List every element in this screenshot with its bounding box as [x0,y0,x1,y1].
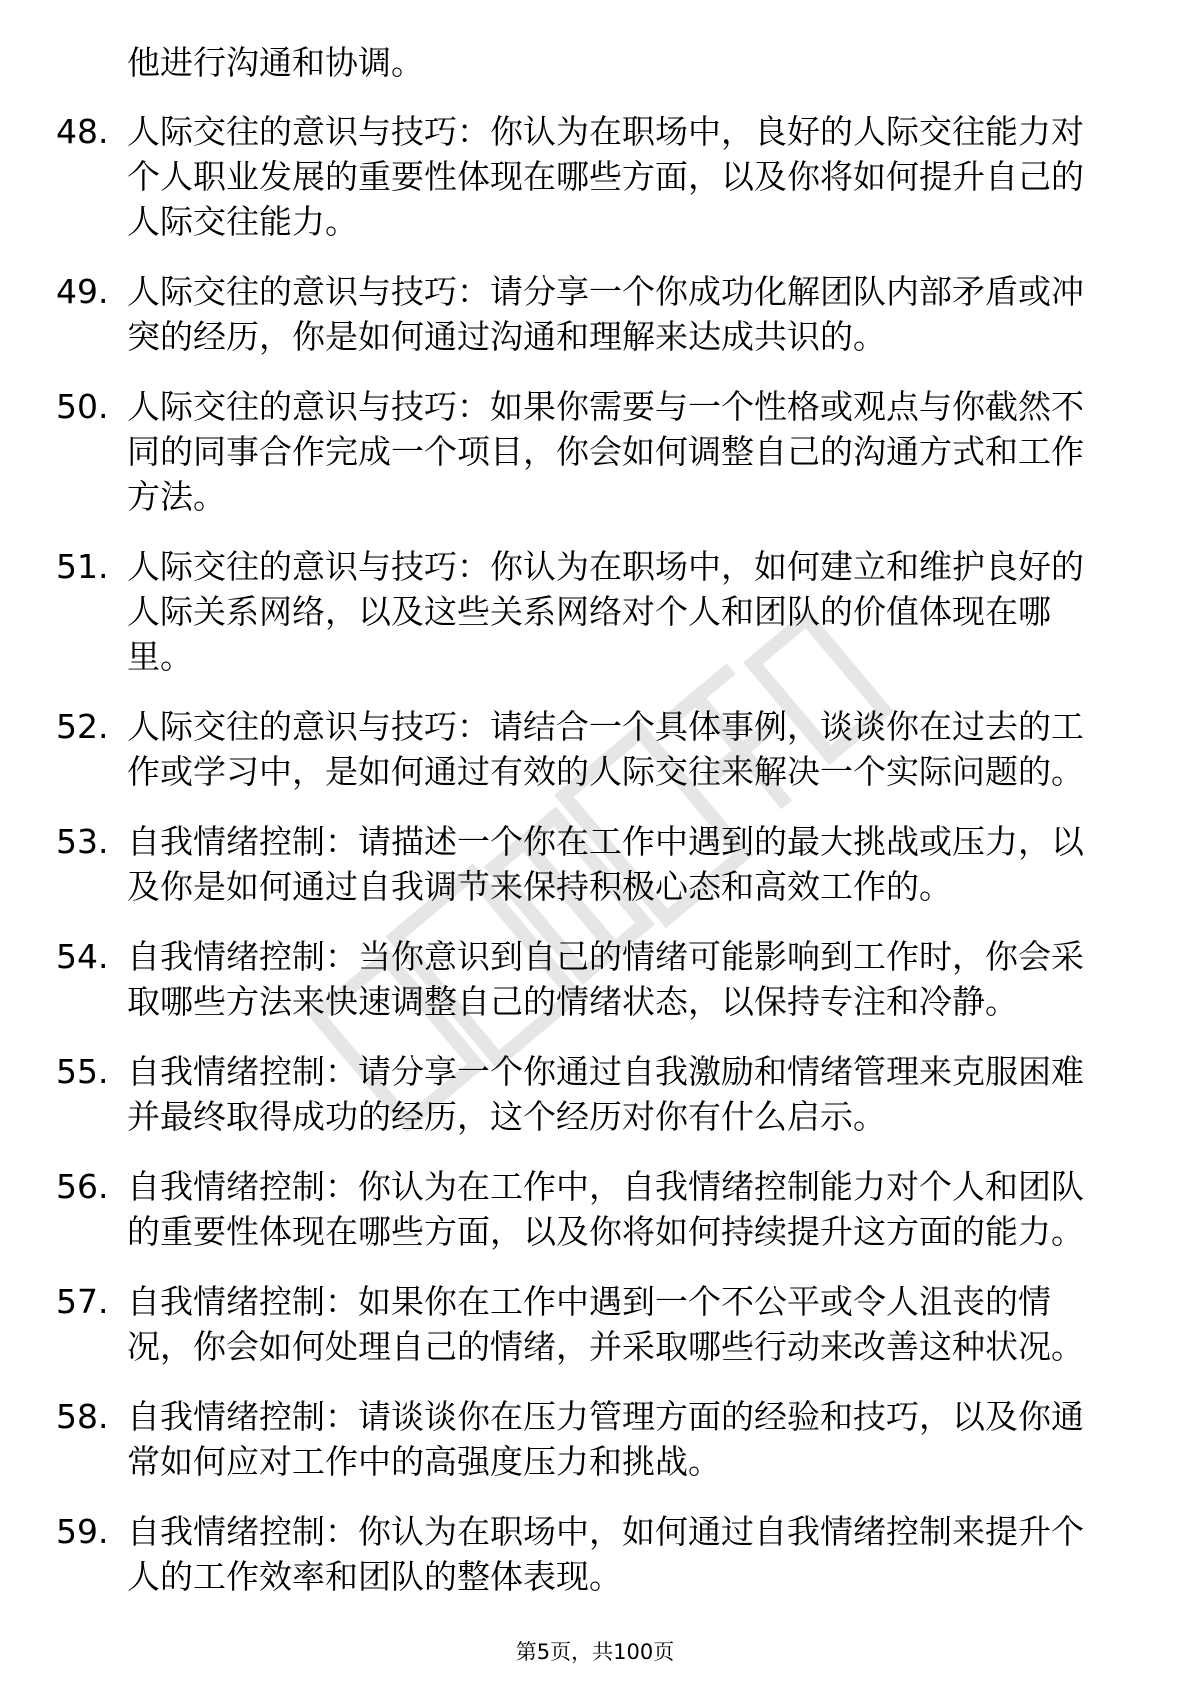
item-text: 人际交往的意识与技巧：如果你需要与一个性格或观点与你截然不同的同事合作完成一个项目，你会如何调整自己的沟通方式和工作方法。 [127,387,1084,516]
list-item [56,544,1116,679]
item-number: 58. [56,1397,109,1436]
item-number: 57. [56,1282,109,1321]
list-item [56,1509,1116,1599]
list-item [56,109,1116,244]
item-text: 自我情绪控制：当你意识到自己的情绪可能影响到工作时，你会采取哪些方法来快速调整自己的情绪状态，以保持专注和冷静。 [127,937,1084,1021]
item-text: 人际交往的意识与技巧：你认为在职场中，如何建立和维护良好的人际关系网络，以及这些关系网络对个人和团队的价值体现在哪里。 [127,547,1084,676]
item-number: 53. [56,822,109,861]
list-item [56,819,1116,909]
item-number: 59. [56,1512,109,1551]
item-text: 人际交往的意识与技巧：你认为在职场中，良好的人际交往能力对个人职业发展的重要性体现在哪些方面，以及你将如何提升自己的人际交往能力。 [127,112,1084,241]
item-text: 自我情绪控制：你认为在工作中，自我情绪控制能力对个人和团队的重要性体现在哪些方面，以及你将如何持续提升这方面的能力。 [127,1167,1084,1251]
item-text: 人际交往的意识与技巧：请结合一个具体事例，谈谈你在过去的工作或学习中，是如何通过有效的人际交往来解决一个实际问题的。 [127,707,1084,791]
item-number: 55. [56,1052,109,1091]
page-number-footer: 第5页，共100页 [515,1640,675,1664]
list-item [56,934,1116,1024]
list-item [56,1049,1116,1139]
item-number: 52. [56,707,109,746]
list-item [56,1394,1116,1484]
list-item [56,1164,1116,1254]
item-number: 56. [56,1167,109,1206]
item-number: 50. [56,387,109,426]
item-text: 人际交往的意识与技巧：请分享一个你成功化解团队内部矛盾或冲突的经历，你是如何通过沟通和理解来达成共识的。 [127,272,1084,356]
item-text: 自我情绪控制：请谈谈你在压力管理方面的经验和技巧，以及你通常如何应对工作中的高强度压力和挑战。 [127,1397,1084,1481]
item-number: 49. [56,272,109,311]
list-item [56,704,1116,794]
item-number: 48. [56,112,109,151]
list-item [56,384,1116,519]
item-text: 自我情绪控制：请分享一个你通过自我激励和情绪管理来克服困难并最终取得成功的经历，这个经历对你有什么启示。 [127,1052,1084,1136]
item-text: 自我情绪控制：请描述一个你在工作中遇到的最大挑战或压力，以及你是如何通过自我调节来保持积极心态和高效工作的。 [127,822,1084,906]
item-text: 自我情绪控制：如果你在工作中遇到一个不公平或令人沮丧的情况，你会如何处理自己的情绪，并采取哪些行动来改善这种状况。 [127,1282,1084,1366]
question-list [56,40,1116,1624]
continuation-text: 他进行沟通和协调。 [127,43,424,82]
list-item [56,1279,1116,1369]
item-text: 自我情绪控制：你认为在职场中，如何通过自我情绪控制来提升个人的工作效率和团队的整体表现。 [127,1512,1084,1596]
item-number: 51. [56,547,109,586]
list-item [56,269,1116,359]
item-number: 54. [56,937,109,976]
